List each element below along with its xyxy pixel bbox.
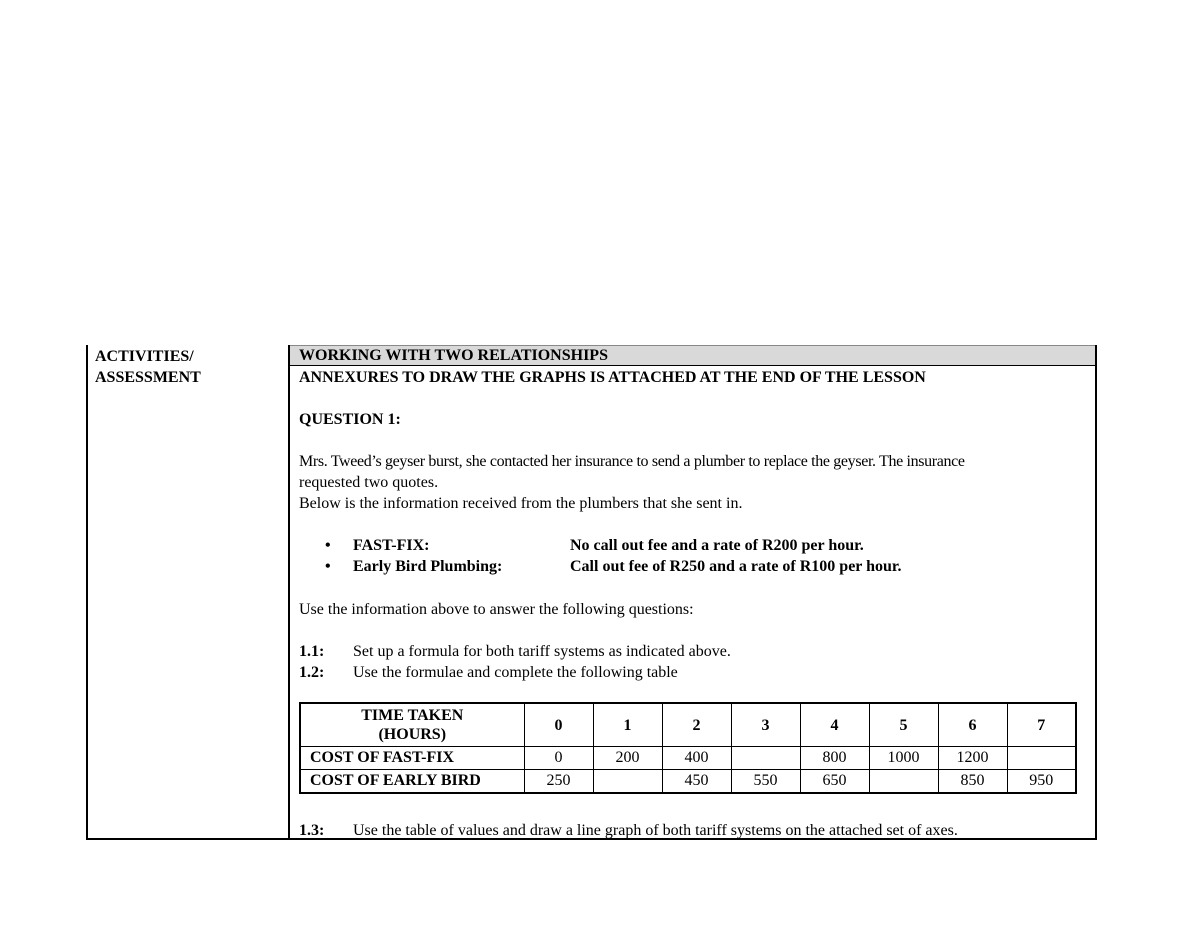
- hour-header-cell: 2: [662, 703, 731, 747]
- question-text: Use the table of values and draw a line graph of both tariff systems on the attached set of axes.: [353, 822, 958, 839]
- question-heading: QUESTION 1:: [299, 411, 401, 428]
- plumber-name: FAST-FIX:: [353, 537, 430, 554]
- cost-cell: [869, 770, 938, 794]
- bullet-icon: •: [325, 558, 331, 575]
- tariff-values-table: [299, 702, 1077, 794]
- table-header-row: [300, 703, 1076, 747]
- cost-cell: 1200: [938, 747, 1007, 770]
- question-number: 1.2:: [299, 664, 325, 681]
- hour-header-cell: 3: [731, 703, 800, 747]
- row-label-fast-fix: COST OF FAST-FIX: [300, 747, 524, 770]
- question-1-1: [299, 641, 731, 662]
- table-row: [300, 770, 1076, 794]
- cost-cell: 400: [662, 747, 731, 770]
- cost-cell: [593, 770, 662, 794]
- question-text: Use the formulae and complete the following table: [353, 664, 678, 681]
- plumber-rate: No call out fee and a rate of R200 per hour.: [570, 537, 864, 554]
- cost-cell: 200: [593, 747, 662, 770]
- scenario-line-2: requested two quotes.: [299, 474, 439, 491]
- question-text: Set up a formula for both tariff systems as indicated above.: [353, 643, 731, 660]
- table-row: [300, 747, 1076, 770]
- question-number: 1.3:: [299, 822, 325, 839]
- column-divider: [288, 345, 290, 840]
- question-1-3: [299, 820, 958, 841]
- bullet-icon: •: [325, 537, 331, 554]
- scenario-line-1: Mrs. Tweed’s geyser burst, she contacted her insurance to send a plumber to replace the geyser. The insurance: [299, 453, 965, 470]
- cost-cell: [731, 747, 800, 770]
- cost-cell: 950: [1007, 770, 1076, 794]
- scenario-line-3: Below is the information received from the plumbers that she sent in.: [299, 495, 743, 512]
- annexure-note: ANNEXURES TO DRAW THE GRAPHS IS ATTACHED AT THE END OF THE LESSON: [299, 369, 926, 386]
- plumber-name: Early Bird Plumbing:: [353, 558, 503, 575]
- hour-header-cell: 0: [524, 703, 593, 747]
- left-column-label: [95, 346, 201, 388]
- activities-label: ACTIVITIES/: [95, 348, 194, 365]
- hour-header-cell: 5: [869, 703, 938, 747]
- hour-header-cell: 1: [593, 703, 662, 747]
- hour-header-cell: 4: [800, 703, 869, 747]
- time-taken-header: TIME TAKEN (HOURS): [300, 703, 524, 747]
- cost-cell: 450: [662, 770, 731, 794]
- hour-header-cell: 7: [1007, 703, 1076, 747]
- cost-cell: 650: [800, 770, 869, 794]
- cost-cell: 800: [800, 747, 869, 770]
- cost-cell: 0: [524, 747, 593, 770]
- question-number: 1.1:: [299, 643, 325, 660]
- row-label-early-bird: COST OF EARLY BIRD: [300, 770, 524, 794]
- instruction-text: Use the information above to answer the following questions:: [299, 601, 694, 618]
- cost-cell: 550: [731, 770, 800, 794]
- cost-cell: 850: [938, 770, 1007, 794]
- cost-cell: 1000: [869, 747, 938, 770]
- section-title: WORKING WITH TWO RELATIONSHIPS: [299, 347, 608, 364]
- question-1-2: [299, 662, 678, 683]
- assessment-label: ASSESSMENT: [95, 369, 201, 386]
- hour-header-cell: 6: [938, 703, 1007, 747]
- cost-cell: [1007, 747, 1076, 770]
- plumber-rate: Call out fee of R250 and a rate of R100 per hour.: [570, 558, 902, 575]
- cost-cell: 250: [524, 770, 593, 794]
